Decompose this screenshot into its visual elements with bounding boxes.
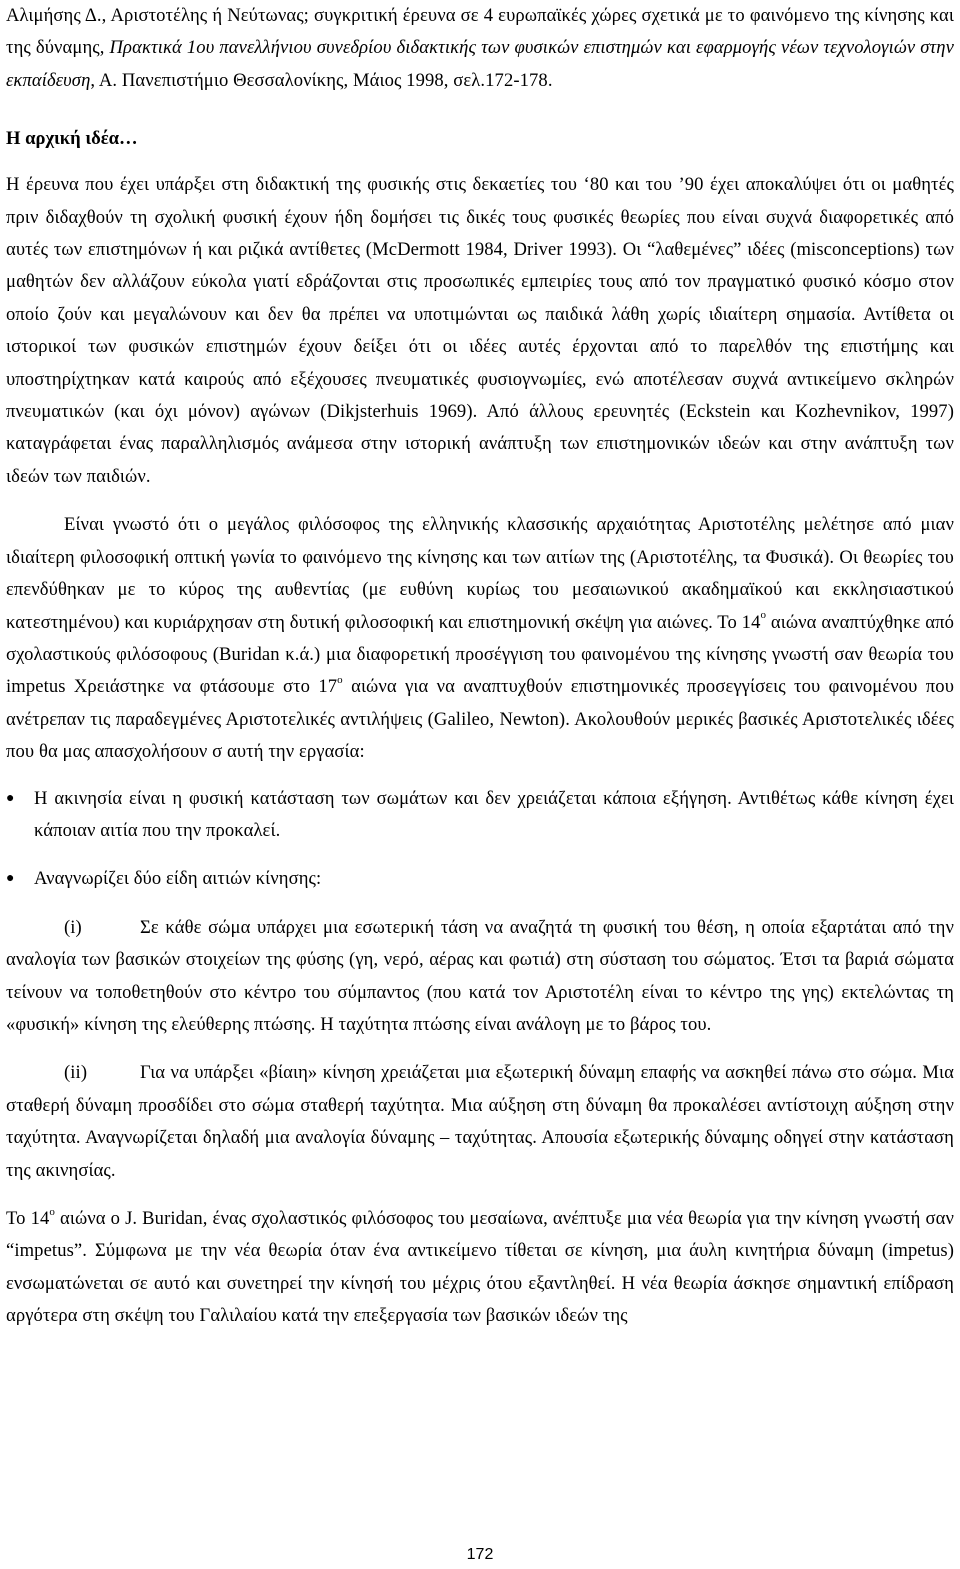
- document-page: [6, 0, 954, 1333]
- paragraph-aristotle-part-1: Είναι γνωστό ότι ο μεγάλος φιλόσοφος της ελληνικής κλασσικής αρχαιότητας Αριστοτέλης μελέτησε από μιαν ιδιαίτερη φιλοσοφική οπτική γωνία το φαινόμενο της κίνησης και των αιτίων της (Αριστοτέλης, τα Φυσικά). Οι θεωρίες του επενδύθηκαν με το κύρος της αυθεντίας (με ευθύνη κυρίως του μεσαιωνικού ακαδημαϊκού και εκκλησιαστικού κατεστημένου) και κυριάρχησαν στη δυτική φιλοσοφική και επιστημονική σκέψη για αιώνες. Το 14: [6, 514, 954, 633]
- bullet-item: [6, 783, 954, 848]
- paragraph-aristotle-part-3: αιώνα για να αναπτυχθούν επιστημονικές προσεγγίσεις του φαινομένου που ανέτρεπαν τις παραδεγμένες Αριστοτελικές αντιλήψεις (Galileo, Newton). Ακολουθούν μερικές βασικές Αριστοτελικές ιδέες που θα μας απασχολήσουν σ αυτή την εργασία:: [6, 676, 954, 763]
- paragraph-gap: [6, 847, 954, 863]
- reference-publisher: , Α. Πανεπιστήμιο Θεσσαλονίκης, Μάιος 1998, σελ.172-178.: [90, 69, 553, 91]
- bullet-text: Η ακινησία είναι η φυσική κατάσταση των σωμάτων και δεν χρειάζεται κάποια εξήγηση. Αντιθέτως κάθε κίνηση έχει κάποιαν αιτία που την προκαλεί.: [34, 787, 954, 841]
- paragraph-gap: [6, 1041, 954, 1057]
- bullet-icon: ●: [6, 871, 15, 887]
- paragraph-research: Η έρευνα που έχει υπάρξει στη διδακτική της φυσικής στις δεκαετίες του ‘80 και του ’90 έχει αποκαλύψει ότι οι μαθητές πριν διδαχθούν τη σχολική φυσική έχουν ήδη δομήσει τις δικές τους φυσικές θεωρίες που είναι συχνά διαφορετικές από αυτές των επιστημόνων ή και ριζικά αντίθετες (McDermott 1984, Driver 1993). Οι “λαθεμένες” ιδέες (misconceptions) των μαθητών δεν αλλάζουν εύκολα γιατί εδράζονται στις προσωπικές εμπειρίες τους από τον πραγματικό φυσικό κόσμο στον οποίο ζούν και μεγαλώνουν και δεν θα πρέπει να υποτιμώνται ως παιδικά λάθη χωρίς ιδιαίτερη σημασία. Αντίθετα οι ιστορικοί των φυσικών επιστημών έχουν δείξει ότι οι ιδέες αυτές έρχονται από το παρελθόν της επιστήμης και υποστηρίχτηκαν κατά καιρούς από εξέχουσες πνευματικές φυσιογνωμίες, ενώ αποτέλεσαν συχνά αντικείμενο σκληρών πνευματικών (και όχι μόνον) αγώνων (Dikjsterhuis 1969). Από άλλους ερευνητές (Eckstein και Kozhevnikov, 1997) καταγράφεται ένας παραλληλισμός ανάμεσα στην ιστορική ανάπτυξη των επιστημονικών ιδεών και στην ανάπτυξη των ιδεών των παιδιών.: [6, 174, 954, 487]
- reference-citation: [6, 0, 954, 97]
- item-text: Για να υπάρξει «βίαιη» κίνηση χρειάζεται μια εξωτερική δύναμη επαφής να ασκηθεί πάνω στο σώμα. Μια σταθερή δύναμη προσδίδει στο σώμα σταθερή ταχύτητα. Μια αύξηση στη δύναμη θα προκαλέσει αντίστοιχη αύξηση στην ταχύτητα. Αναγνωρίζεται δηλαδή μια αναλογία δύναμης – ταχύτητας. Απουσία εξωτερικής δύναμης οδηγεί στην κατάσταση της ακινησίας.: [6, 1062, 954, 1181]
- page-number: 172: [466, 1546, 494, 1563]
- superscript-ordinal: ο: [49, 1205, 55, 1218]
- paragraph-buridan-part-1: Το 14: [6, 1208, 50, 1229]
- paragraph-gap: [6, 896, 954, 912]
- superscript-ordinal: ο: [760, 609, 767, 622]
- item-label: (ii): [64, 1062, 88, 1084]
- numbered-item-ii: [6, 1057, 954, 1187]
- paragraph-aristotle-part-2: αιώνα αναπτύχθηκε από σχολαστικούς φιλόσοφους (Buridan κ.ά.) μια διαφορετική προσέγγιση του φαινομένου της κίνησης γνωστή σαν θεωρία του impetus Χρειάστηκε να φτάσουμε στο 17: [6, 611, 954, 698]
- bullet-item: [6, 863, 954, 895]
- paragraph-gap: [6, 769, 954, 783]
- paragraph-gap: [6, 1187, 954, 1203]
- paragraph-buridan-part-2: αιώνα ο J. Buridan, ένας σχολαστικός φιλόσοφος του μεσαίωνα, ανέπτυξε μια νέα θεωρία για την κίνηση γνωστή σαν “impetus”. Σύμφωνα με την νέα θεωρία όταν ένα αντικείμενο τίθεται σε κίνηση, μια άυλη κινητήρια δύναμη (impetus) ενσωματώνεται σε αυτό και συνετηρεί την κίνησή του μέχρις ότου εξαντληθεί. Η νέα θεωρία άσκησε σημαντική επίδραση αργότερα στη σκέψη του Γαλιλαίου κατά την επεξεργασία των βασικών ιδεών της: [6, 1208, 954, 1327]
- item-label: (i): [64, 916, 82, 938]
- item-text: Σε κάθε σώμα υπάρχει μια εσωτερική τάση να αναζητά τη φυσική του θέση, η οποία εξαρτάται από την αναλογία των βασικών στοιχείων της φύσης (γη, νερό, αέρας και φωτιά) στη σύσταση του σώματος. Έτσι τα βαριά σώματα τείνουν να τοποθετηθούν στο κέντρο του σύμπαντος (που κατά τον Αριστοτέλη είναι το κέντρο της γης) εκτελώντας τη «φυσική» κίνηση της ελεύθερης πτώσης. Η ταχύτητα πτώσης είναι ανάλογη με το βάρος του.: [6, 916, 954, 1035]
- reference-authors-title: Αλιμήσης Δ., Αριστοτέλης ή Νεύτωνας; συγκριτική έρευνα σε 4 ευρωπαϊκές χώρες σχετικά με το φαινόμενο της κίνησης και της δύναμης,: [6, 5, 954, 59]
- paragraph-gap: [6, 493, 954, 509]
- reference-proceedings: Πρακτικά 1ου πανελλήνιου συνεδρίου διδακτικής των φυσικών επιστημών και εφαρμογής νέων τεχνολογιών στην εκπαίδευση: [6, 37, 954, 91]
- bullet-icon: ●: [6, 790, 15, 806]
- paragraph-aristotle: [6, 509, 954, 768]
- superscript-ordinal: ο: [337, 674, 343, 687]
- paragraph-buridan: [6, 1203, 954, 1333]
- numbered-item-i: [6, 912, 954, 1042]
- bullet-text: Αναγνωρίζει δύο είδη αιτιών κίνησης:: [34, 868, 322, 890]
- section-heading: Η αρχική ιδέα…: [6, 128, 138, 150]
